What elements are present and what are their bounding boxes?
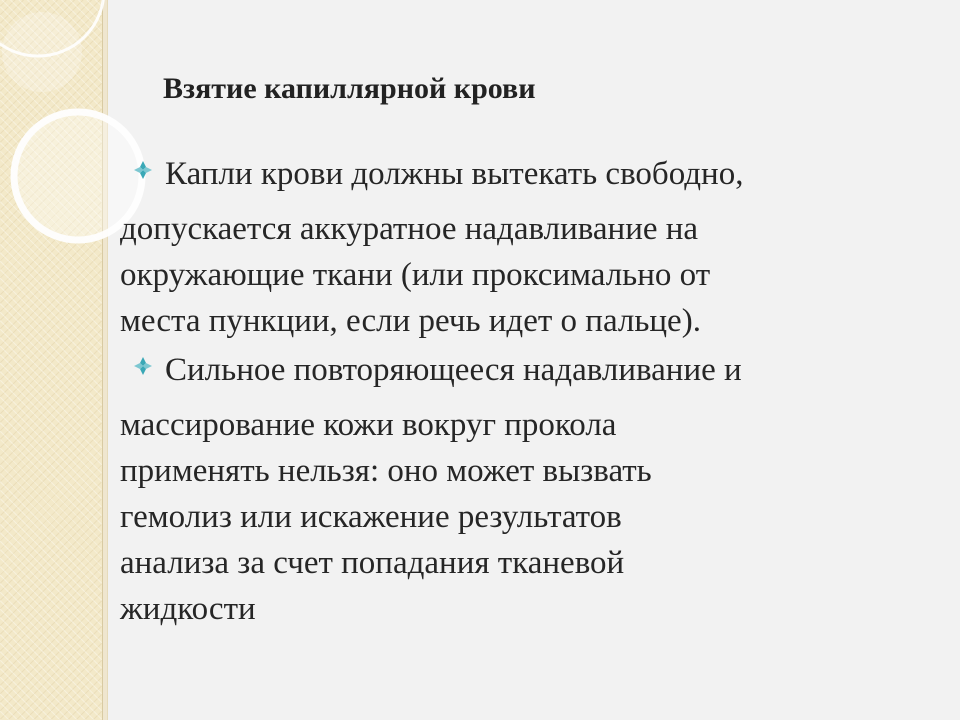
paragraph-line: окружающие ткани (или проксимально от [120,257,711,293]
paragraph-line: допускается аккуратное надавливание на [120,211,699,247]
slide-body [120,148,940,632]
paragraph-line: применять нельзя: оно может вызвать [120,453,652,489]
diamond-bullet-icon [133,356,153,376]
diamond-bullet-icon [133,160,153,180]
bullet-item [120,148,940,206]
paragraph-line: Капли крови должны вытекать свободно, [165,156,744,192]
slide-title: Взятие капиллярной крови [163,72,536,105]
paragraph-line: места пункции, если речь идет о пальце). [120,303,701,339]
paragraph-line: гемолиз или искажение результатов [120,499,622,535]
paragraph-line: Сильное повторяющееся надавливание и [165,352,742,388]
paragraph-line: жидкости [120,591,256,627]
bullet-item [120,344,940,402]
paragraph-line: анализа за счет попадания тканевой [120,545,625,581]
paragraph-line: массирование кожи вокруг прокола [120,407,617,443]
